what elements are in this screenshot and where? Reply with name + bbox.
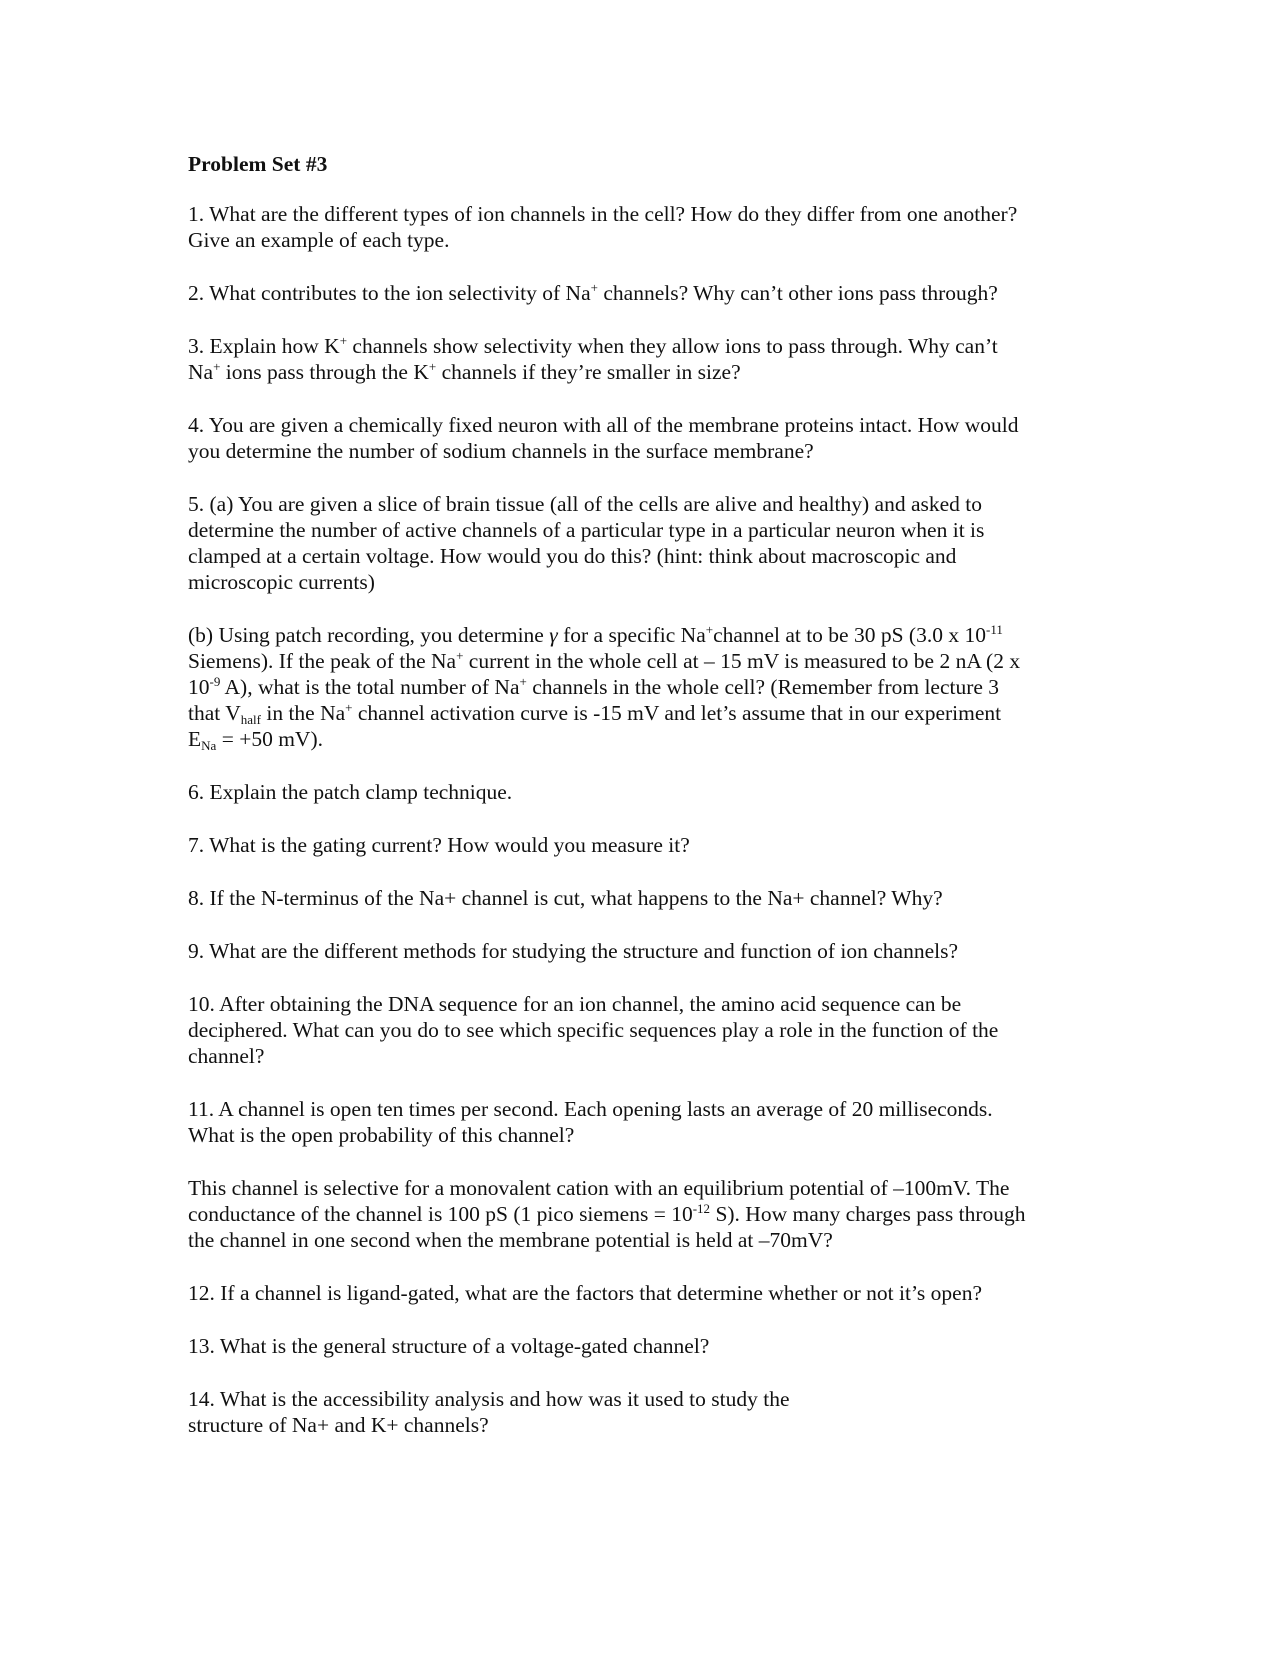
- question-11-followup-text-b: S). How many charges pass through: [710, 1202, 1026, 1226]
- question-5b-text-a: (b) Using patch recording, you determine: [188, 623, 550, 647]
- question-1-line-1: 1. What are the different types of ion channels in the cell? How do they differ from one another?: [188, 202, 1018, 226]
- question-11-line-1: 11. A channel is open ten times per second. Each opening lasts an average of 20 milliseconds.: [188, 1097, 993, 1121]
- gamma-symbol: γ: [549, 623, 558, 647]
- question-10-line-1: 10. After obtaining the DNA sequence for an ion channel, the amino acid sequence can be: [188, 992, 962, 1016]
- question-5b-sup-4: -9: [209, 674, 221, 689]
- question-11-followup-sup: -12: [692, 1201, 711, 1216]
- question-2-text-b: channels? Why can’t other ions pass through?: [597, 281, 998, 305]
- question-10-line-2: deciphered. What can you do to see which specific sequences play a role in the function of the: [188, 1018, 999, 1042]
- question-10: [188, 991, 1108, 1069]
- question-14-line-1: 14. What is the accessibility analysis and how was it used to study the: [188, 1387, 790, 1411]
- question-5b-sub-1: half: [240, 712, 261, 727]
- question-5b-sup-1: +: [705, 622, 714, 637]
- question-5b-text-k: channel activation curve is -15 mV and let’s assume that in our experiment: [352, 701, 1002, 725]
- question-5a-line-1: 5. (a) You are given a slice of brain tissue (all of the cells are alive and healthy) and asked to: [188, 492, 983, 516]
- question-5b-text-c: channel at to be 30 pS (3.0 x 10: [713, 623, 986, 647]
- question-14-line-2: structure of Na+ and K+ channels?: [188, 1413, 489, 1437]
- question-14: [188, 1386, 1108, 1438]
- question-5b-text-l: E: [188, 727, 202, 751]
- question-5b-text-e: current in the whole cell at – 15 mV is measured to be 2 nA (2 x: [463, 649, 1021, 673]
- question-11-line-2: What is the open probability of this channel?: [188, 1123, 575, 1147]
- question-3: [188, 333, 1108, 385]
- question-5b-text-h: channels in the whole cell? (Remember from lecture 3: [526, 675, 1000, 699]
- question-5b-text-g: A), what is the total number of Na: [220, 675, 520, 699]
- question-5b-sub-2: Na: [201, 738, 217, 753]
- question-5b-text-f: 10: [188, 675, 210, 699]
- page-title: Problem Set #3: [188, 152, 328, 176]
- question-11-followup-text-a: conductance of the channel is 100 pS (1 pico siemens = 10: [188, 1202, 693, 1226]
- problem-set-body: [188, 151, 1108, 1465]
- question-5b-text-b: for a specific Na: [557, 623, 706, 647]
- question-5b-text-d: Siemens). If the peak of the Na: [188, 649, 457, 673]
- question-5a-line-4: microscopic currents): [188, 570, 375, 594]
- question-3-text-e: channels if they’re smaller in size?: [436, 360, 741, 384]
- question-5b-sup-3: +: [456, 648, 464, 663]
- question-7: 7. What is the gating current? How would you measure it?: [188, 833, 690, 857]
- question-2: [188, 280, 1108, 306]
- question-11-followup: [188, 1175, 1108, 1253]
- question-5b: [188, 622, 1108, 752]
- question-1-line-2: Give an example of each type.: [188, 228, 450, 252]
- question-11: [188, 1096, 1108, 1148]
- question-5b-sup-6: +: [345, 700, 353, 715]
- question-5a-line-2: determine the number of active channels of a particular type in a particular neuron when it is: [188, 518, 985, 542]
- question-5a: [188, 491, 1108, 595]
- question-3-text-b: channels show selectivity when they allow ions to pass through. Why can’t: [347, 334, 998, 358]
- question-3-sup-3: +: [428, 359, 437, 374]
- question-13: 13. What is the general structure of a voltage-gated channel?: [188, 1334, 710, 1358]
- question-4-line-1: 4. You are given a chemically fixed neuron with all of the membrane proteins intact. How would: [188, 413, 1019, 437]
- question-5b-text-i: that V: [188, 701, 241, 725]
- question-2-sup: +: [590, 280, 598, 295]
- question-11-followup-line-1: This channel is selective for a monovalent cation with an equilibrium potential of –100mV. The: [188, 1176, 1010, 1200]
- question-8: 8. If the N-terminus of the Na+ channel is cut, what happens to the Na+ channel? Why?: [188, 886, 943, 910]
- question-5b-text-j: in the Na: [260, 701, 346, 725]
- question-3-sup-1: +: [339, 333, 348, 348]
- question-5b-sup-5: +: [519, 674, 527, 689]
- question-3-text-d: ions pass through the K: [220, 360, 429, 384]
- question-3-text-a: 3. Explain how K: [188, 334, 340, 358]
- question-3-text-c: Na: [188, 360, 214, 384]
- question-5a-line-3: clamped at a certain voltage. How would you do this? (hint: think about macroscopic and: [188, 544, 957, 568]
- question-5b-sup-2: -11: [985, 622, 1003, 637]
- question-2-text-a: 2. What contributes to the ion selectivity of Na: [188, 281, 591, 305]
- question-3-sup-2: +: [213, 359, 221, 374]
- question-9: 9. What are the different methods for studying the structure and function of ion channels?: [188, 939, 958, 963]
- question-11-followup-line-3: the channel in one second when the membrane potential is held at –70mV?: [188, 1228, 833, 1252]
- question-4: [188, 412, 1108, 464]
- question-6: 6. Explain the patch clamp technique.: [188, 780, 513, 804]
- question-12: 12. If a channel is ligand-gated, what are the factors that determine whether or not it’s open?: [188, 1281, 983, 1305]
- question-5b-text-m: = +50 mV).: [216, 727, 323, 751]
- question-1: [188, 201, 1108, 253]
- question-10-line-3: channel?: [188, 1044, 265, 1068]
- question-4-line-2: you determine the number of sodium channels in the surface membrane?: [188, 439, 814, 463]
